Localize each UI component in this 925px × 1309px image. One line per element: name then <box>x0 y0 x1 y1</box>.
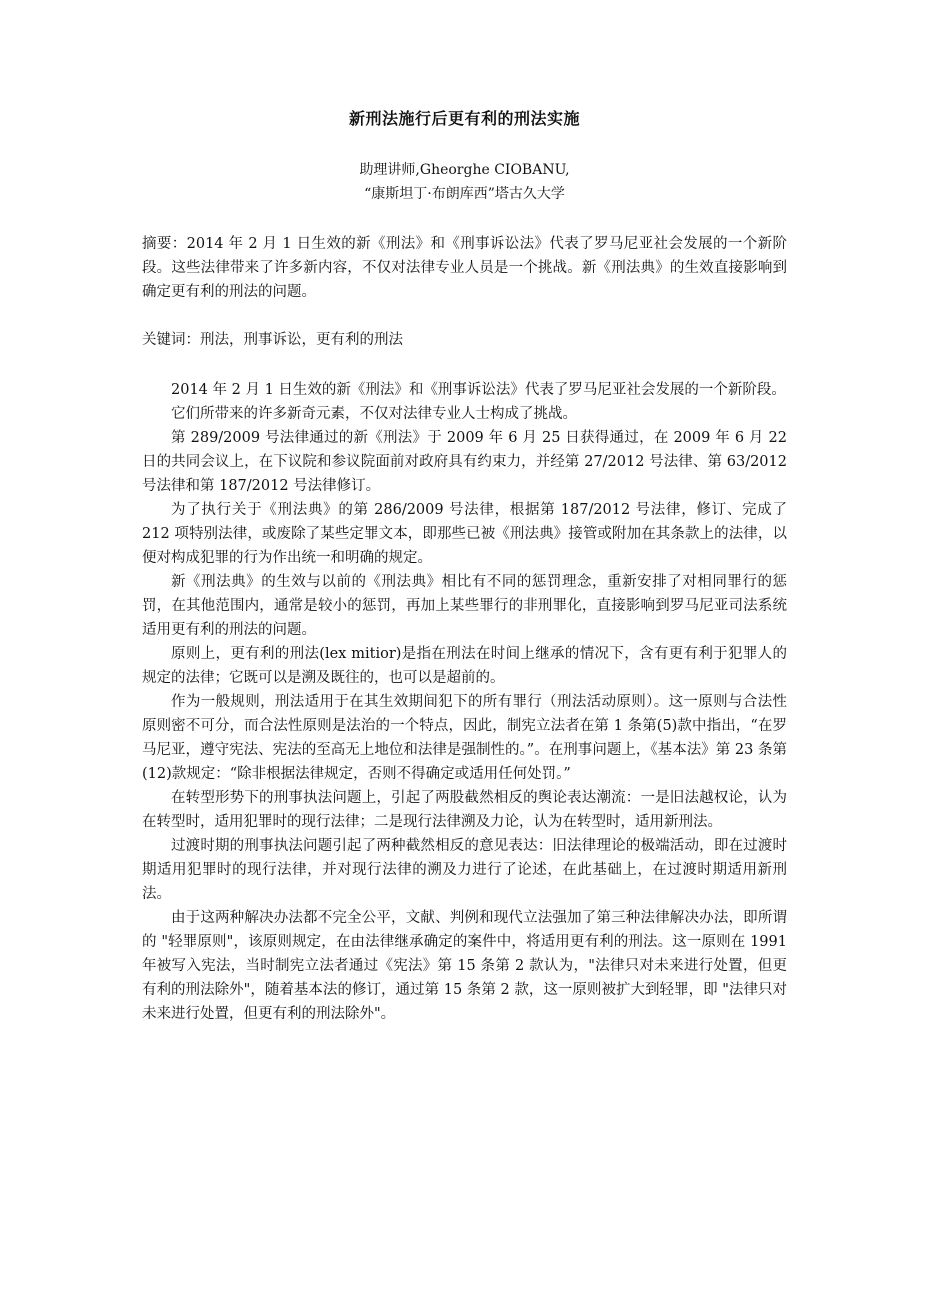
author-name: 助理讲师,Gheorghe CIOBANU, <box>359 162 570 178</box>
body-paragraph: 由于这两种解决办法都不完全公平，文献、判例和现代立法强加了第三种法律解决办法，即所谓的 "轻罪原则"，该原则规定，在由法律继承确定的案件中，将适用更有利的刑法。这一原则在 1991 年被写入宪法，当时制宪立法者通过《宪法》第 15 条第 2 款认为，"法律只对未来进行处置，但更有利的刑法除外"，随着基本法的修订，通过第 15 条第 2 款，这一原则被扩大到轻罪，即 "法律只对未来进行处置，但更有利的刑法除外"。 <box>142 910 787 1022</box>
body-paragraph: 原则上，更有利的刑法(lex mitior)是指在刑法在时间上继承的情况下，含有更有利于犯罪人的规定的法律；它既可以是溯及既往的，也可以是超前的。 <box>142 646 787 686</box>
body-paragraph: 第 289/2009 号法律通过的新《刑法》于 2009 年 6 月 25 日获得通过，在 2009 年 6 月 22 日的共同会议上，在下议院和参议院面前对政府具有约束力，并经第 27/2012 号法律、第 63/2012 号法律和第 187/2012 号法律修订。 <box>142 430 787 494</box>
document-page <box>142 108 787 1026</box>
body-paragraph: 2014 年 2 月 1 日生效的新《刑法》和《刑事诉讼法》代表了罗马尼亚社会发展的一个新阶段。 <box>171 382 786 398</box>
keywords: 关键词：刑法，刑事诉讼，更有利的刑法 <box>142 332 403 348</box>
author-affiliation: “康斯坦丁·布朗库西”塔古久大学 <box>364 186 565 202</box>
body-paragraph: 为了执行关于《刑法典》的第 286/2009 号法律，根据第 187/2012 号法律，修订、完成了 212 项特别法律，或废除了某些定罪文本，即那些已被《刑法典》接管或附加在其条款上的法律，以便对构成犯罪的行为作出统一和明确的规定。 <box>142 502 787 566</box>
body-paragraph: 新《刑法典》的生效与以前的《刑法典》相比有不同的惩罚理念，重新安排了对相同罪行的惩罚，在其他范围内，通常是较小的惩罚，再加上某些罪行的非刑罪化，直接影响到罗马尼亚司法系统适用更有利的刑法的问题。 <box>142 574 787 638</box>
body-paragraph: 作为一般规则，刑法适用于在其生效期间犯下的所有罪行（刑法活动原则）。这一原则与合法性原则密不可分，而合法性原则是法治的一个特点，因此，制宪立法者在第 1 条第(5)款中指出，“在罗马尼亚，遵守宪法、宪法的至高无上地位和法律是强制性的。”。在刑事问题上，《基本法》第 23 条第(12)款规定：“除非根据法律规定，否则不得确定或适用任何处罚。” <box>142 694 787 782</box>
body-paragraph: 过渡时期的刑事执法问题引起了两种截然相反的意见表达：旧法律理论的极端活动，即在过渡时期适用犯罪时的现行法律，并对现行法律的溯及力进行了论述，在此基础上，在过渡时期适用新刑法。 <box>142 838 787 902</box>
body-paragraph: 它们所带来的许多新奇元素，不仅对法律专业人士构成了挑战。 <box>171 406 577 422</box>
paper-title: 新刑法施行后更有利的刑法实施 <box>348 109 580 128</box>
body-paragraph: 在转型形势下的刑事执法问题上，引起了两股截然相反的舆论表达潮流：一是旧法越权论，认为在转型时，适用犯罪时的现行法律；二是现行法律溯及力论，认为在转型时，适用新刑法。 <box>142 790 787 830</box>
body-text <box>142 378 787 1026</box>
abstract: 摘要：2014 年 2 月 1 日生效的新《刑法》和《刑事诉讼法》代表了罗马尼亚社会发展的一个新阶段。这些法律带来了许多新内容，不仅对法律专业人员是一个挑战。新《刑法典》的生效直接影响到确定更有利的刑法的问题。 <box>142 236 787 300</box>
author-block <box>142 158 787 206</box>
